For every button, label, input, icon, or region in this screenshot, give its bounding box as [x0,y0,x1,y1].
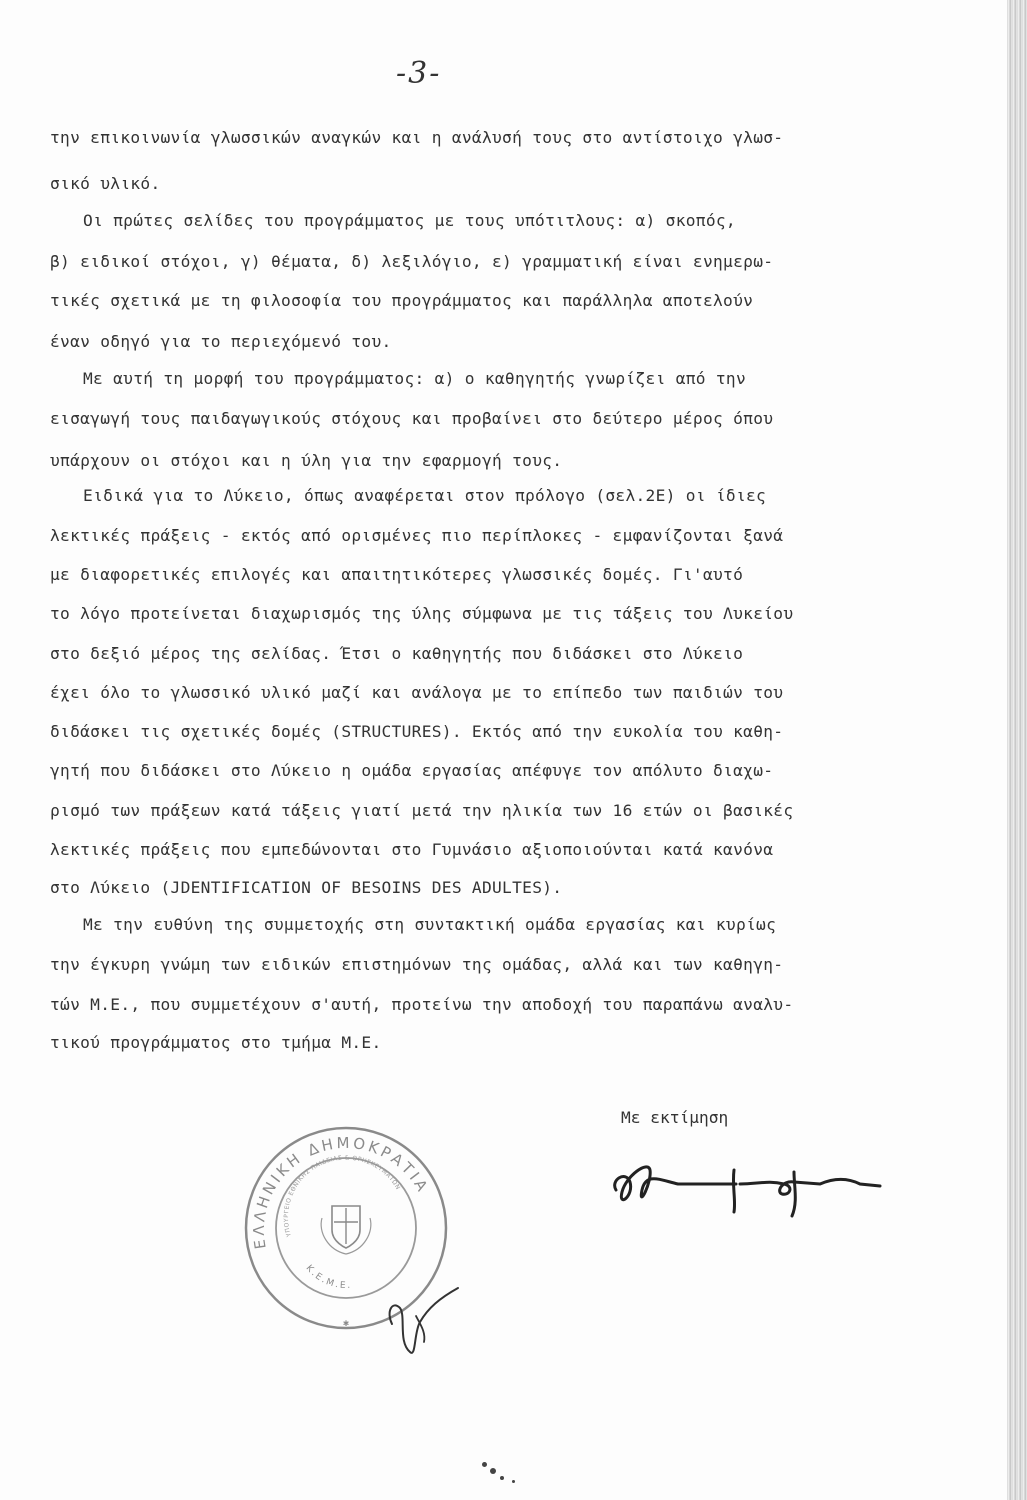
body-line: Με την ευθύνη της συμμετοχής στη συντακτική ομάδα εργασίας και κυρίως [83,915,777,934]
body-line: με διαφορετικές επιλογές και απαιτητικότερες γλωσσικές δομές. Γι'αυτό [50,565,744,584]
body-line: το λόγο προτείνεται διαχωρισμός της ύλης σύμφωνα με τις τάξεις του Λυκείου [50,604,794,623]
coat-of-arms-icon [321,1206,371,1254]
body-line: τικές σχετικά με τη φιλοσοφία του προγράμματος και παράλληλα αποτελούν [50,291,754,310]
stamp-outer-text: ΕΛΛΗΝΙΚΗ ΔΗΜΟΚΡΑΤΙΑ [249,1133,433,1251]
svg-text:✱: ✱ [342,1318,350,1329]
ink-speck [490,1468,496,1474]
page-stack-edge [1007,0,1027,1500]
body-line: διδάσκει τις σχετικές δομές (STRUCTURES). Εκτός από την ευκολία του καθη- [50,722,784,741]
signature [608,1150,888,1224]
body-line: τικού προγράμματος στο τμήμα Μ.Ε. [50,1033,382,1052]
body-line: γητή που διδάσκει στο Λύκειο η ομάδα εργασίας απέφυγε τον απόλυτο διαχω- [50,761,774,780]
body-line: υπάρχουν οι στόχοι και η ύλη για την εφαρμογή τους. [50,451,563,470]
body-line: σικό υλικό. [50,174,161,193]
body-line: β) ειδικοί στόχοι, γ) θέματα, δ) λεξιλόγιο, ε) γραμματική είναι ενημερω- [50,252,774,271]
ink-speck [512,1480,515,1483]
stamp-bottom-text: Κ.Ε.Μ.Ε. [303,1263,353,1292]
ink-speck [500,1476,504,1480]
body-line: Οι πρώτες σελίδες του προγράμματος με τους υπότιτλους: α) σκοπός, [83,211,736,230]
body-line: στο δεξιό μέρος της σελίδας. Έτσι ο καθηγητής που διδάσκει στο Λύκειο [50,644,744,663]
body-line: τών Μ.Ε., που συμμετέχουν σ'αυτή, προτείνω την αποδοχή του παραπάνω αναλυ- [50,995,794,1014]
body-line: Ειδικά για το Λύκειο, όπως αναφέρεται στον πρόλογο (σελ.2Ε) οι ίδιες [83,486,767,505]
body-line: στο Λύκειο (JDENTIFICATION OF BESOINS DES ADULTES). [50,878,563,897]
body-line: την επικοινωνία γλωσσικών αναγκών και η ανάλυσή τους στο αντίστοιχο γλωσ- [50,128,784,147]
body-line: έναν οδηγό για το περιεχόμενό του. [50,332,392,351]
body-line: λεκτικές πράξεις που εμπεδώνονται στο Γυμνάσιο αξιοποιούνται κατά κανόνα [50,840,774,859]
svg-text:ΥΠΟΥΡΓΕΙΟ ΕΘΝΙΚΗΣ ΠΑΙΔΕΙΑΣ & Θ [283,1155,401,1239]
body-line: έχει όλο το γλωσσικό υλικό μαζί και ανάλογα με το επίπεδο των παιδιών του [50,683,784,702]
initials-signature [380,1272,470,1366]
ink-speck [482,1462,487,1467]
body-line: ρισμό των πράξεων κατά τάξεις γιατί μετά την ηλικία των 16 ετών οι βασικές [50,801,794,820]
svg-text:Κ.Ε.Μ.Ε. [304,1263,353,1291]
body-line: λεκτικές πράξεις - εκτός από ορισμένες πιο περίπλοκες - εμφανίζονται ξανά [50,526,784,545]
closing-salutation: Με εκτίμηση [621,1108,729,1127]
body-line: την έγκυρη γνώμη των ειδικών επιστημόνων της ομάδας, αλλά και των καθηγη- [50,955,784,974]
body-line: εισαγωγή τους παιδαγωγικούς στόχους και προβαίνει στο δεύτερο μέρος όπου [50,409,774,428]
stamp-inner-text: ΥΠΟΥΡΓΕΙΟ ΕΘΝΙΚΗΣ ΠΑΙΔΕΙΑΣ & ΘΡΗΣΚΕΥΜΑΤΩΝ [282,1154,402,1238]
page-number: -3- [396,56,442,91]
body-line: Με αυτή τη μορφή του προγράμματος: α) ο καθηγητής γνωρίζει από την [83,369,747,388]
